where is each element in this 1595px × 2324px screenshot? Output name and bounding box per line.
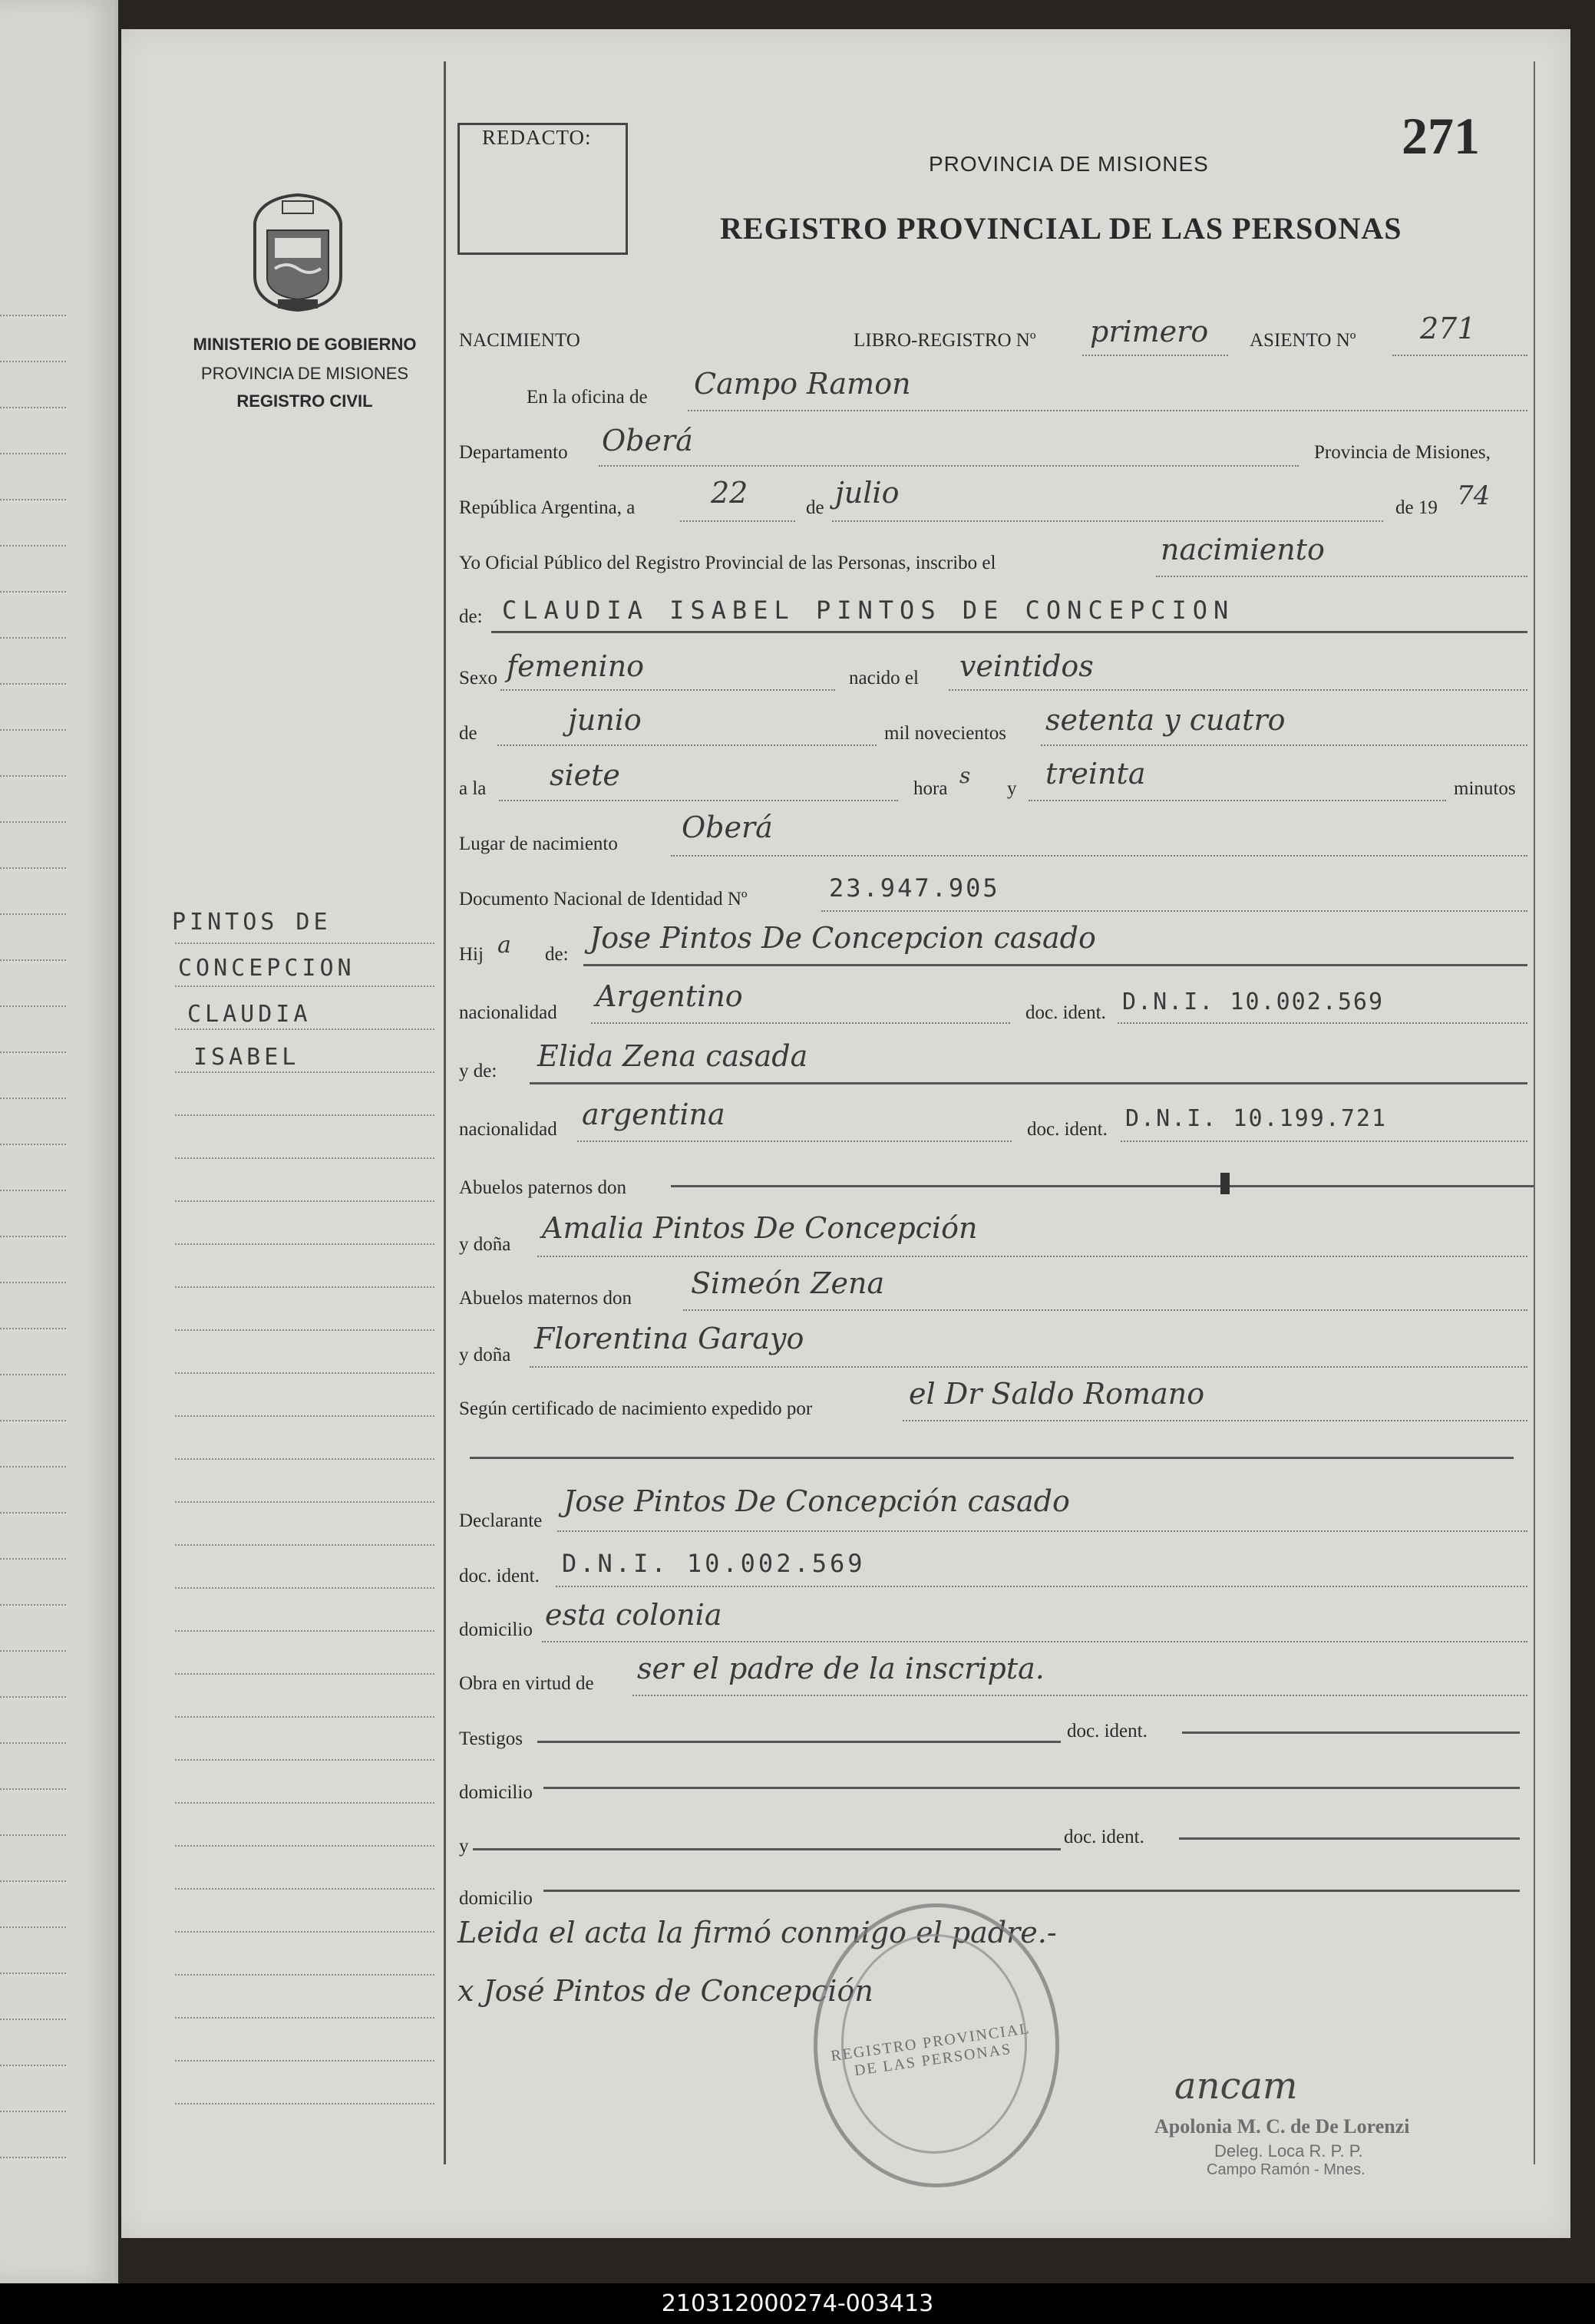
nombre-de-label: de:: [459, 606, 483, 627]
image-id-footer: 210312000274-003413: [0, 2283, 1595, 2324]
left-page-line: [0, 1420, 66, 1421]
dni-value: 23.947.905: [829, 873, 1000, 903]
anio-value: 74: [1457, 480, 1491, 511]
ministry-line-2: PROVINCIA DE MISIONES: [200, 364, 409, 383]
doc-declarante-value: D.N.I. 10.002.569: [562, 1549, 866, 1578]
minutos-value: treinta: [1045, 757, 1146, 791]
nacido-line: [949, 689, 1527, 691]
doc-declarante-line: [556, 1586, 1527, 1587]
left-page-line: [0, 407, 66, 408]
abuela-materna-line: [530, 1366, 1527, 1368]
y-de-label: y de:: [459, 1061, 497, 1081]
departamento-label: Departamento: [459, 442, 568, 463]
left-page-line: [0, 2019, 66, 2020]
obra-label: Obra en virtud de: [459, 1673, 594, 1694]
padre-line: [583, 964, 1527, 966]
doc-declarante-label: doc. ident.: [459, 1566, 540, 1586]
doc-madre-label: doc. ident.: [1027, 1119, 1108, 1140]
anio-nac-line: [1041, 744, 1527, 746]
hijo-de-label: de:: [545, 944, 569, 965]
mil-label: mil novecientos: [884, 723, 1006, 744]
asiento-line: [1392, 355, 1527, 356]
abuelos-paternos-line: [671, 1185, 1534, 1187]
abuelo-materno-line: [683, 1309, 1527, 1311]
testigo-2-line: [473, 1848, 1061, 1850]
nacido-value: veintidos: [959, 649, 1094, 683]
margin-line: [175, 1329, 434, 1331]
doc-padre-value: D.N.I. 10.002.569: [1122, 989, 1385, 1015]
hora-value: siete: [550, 758, 620, 792]
margin-note-line-2: CONCEPCION: [178, 955, 355, 982]
doc-padre-label: doc. ident.: [1025, 1002, 1106, 1023]
left-page-line: [0, 499, 66, 500]
margin-line: [175, 1888, 434, 1890]
left-page-line: [0, 913, 66, 915]
nacimiento-label: NACIMIENTO: [459, 330, 580, 351]
left-page-line: [0, 867, 66, 869]
left-page-line: [0, 453, 66, 454]
sexo-line: [500, 689, 835, 691]
left-page-line: [0, 591, 66, 593]
declarante-label: Declarante: [459, 1510, 543, 1531]
nombre-line: [491, 631, 1527, 633]
left-page-line: [0, 683, 66, 685]
asiento-value: 271: [1420, 312, 1476, 345]
margin-line: [175, 1114, 434, 1116]
y-label: y: [1007, 778, 1017, 799]
left-page-line: [0, 637, 66, 639]
margin-line: [175, 1157, 434, 1159]
margin-note-line-3: CLAUDIA: [187, 1001, 312, 1028]
margin-note-line-4: ISABEL: [193, 1044, 300, 1071]
inscribo-value: nacimiento: [1161, 533, 1325, 566]
left-page-line: [0, 2157, 66, 2158]
left-page-line: [0, 1374, 66, 1375]
left-page-line: [0, 2065, 66, 2066]
minutos-line: [1029, 800, 1446, 801]
abuela-materna-value: Florentina Garayo: [534, 1322, 804, 1355]
hora-label: hora: [913, 778, 948, 799]
mes-de-label: de: [806, 497, 824, 518]
hijo-suffix: a: [497, 932, 511, 959]
margin-line: [175, 1501, 434, 1503]
asiento-label: ASIENTO Nº: [1250, 330, 1356, 351]
stamp-text: REGISTRO PROVINCIAL DE LAS PERSONAS: [830, 2019, 1032, 2080]
provincia-label: Provincia de Misiones,: [1314, 442, 1491, 463]
margin-line: [175, 2017, 434, 2019]
ink-mark-icon: [1220, 1173, 1230, 1194]
obra-line: [632, 1695, 1527, 1696]
dia-value: 22: [711, 476, 748, 510]
left-page-line: [0, 1236, 66, 1237]
left-page-line: [0, 1972, 66, 1974]
margin-line: [175, 1200, 434, 1202]
left-page-line: [0, 1788, 66, 1790]
left-page-line: [0, 775, 66, 777]
mes-nac-line: [497, 744, 877, 746]
libro-value: primero: [1090, 315, 1209, 348]
anio-nac-value: setenta y cuatro: [1045, 703, 1286, 737]
provincial-crest-icon: [244, 192, 352, 313]
left-page-line: [0, 821, 66, 823]
vertical-rule-right: [1534, 61, 1535, 2164]
departamento-value: Oberá: [602, 424, 693, 457]
left-page-line: [0, 1512, 66, 1514]
abuela-paterna-label: y doña: [459, 1234, 511, 1255]
libro-line: [1082, 355, 1228, 356]
ministry-line-1: MINISTERIO DE GOBIERNO: [193, 335, 417, 354]
obra-value: ser el padre de la inscripta.: [637, 1652, 1045, 1685]
abuelos-maternos-label: Abuelos maternos don: [459, 1288, 632, 1309]
margin-line: [175, 1544, 434, 1546]
mes-line: [832, 520, 1383, 522]
margin-line: [175, 1974, 434, 1976]
doc-padre-line: [1118, 1022, 1527, 1024]
left-page-line: [0, 1880, 66, 1882]
left-page-line: [0, 959, 66, 961]
left-page-line: [0, 1190, 66, 1191]
mes-value: julio: [835, 476, 900, 510]
domicilio-declarante-label: domicilio: [459, 1619, 533, 1640]
nacido-label: nacido el: [849, 668, 919, 688]
departamento-line: [599, 465, 1299, 467]
doc-madre-line: [1121, 1141, 1527, 1142]
margin-line: [175, 1716, 434, 1718]
left-page-line: [0, 1144, 66, 1145]
margin-note-line-1: PINTOS DE: [172, 909, 332, 936]
left-page-line: [0, 315, 66, 316]
margin-line: [175, 1802, 434, 1804]
signature-place: Campo Ramón - Mnes.: [1207, 2161, 1365, 2178]
margin-line: [175, 1372, 434, 1374]
signature-title: Deleg. Loca R. P. P.: [1214, 2141, 1363, 2161]
margin-line: [175, 1071, 434, 1073]
minutos-label: minutos: [1454, 778, 1516, 799]
signature-scrawl: ancam: [1174, 2065, 1298, 2108]
register-page: [121, 29, 1570, 2238]
abuela-paterna-line: [537, 1256, 1527, 1257]
domicilio-declarante-line: [542, 1641, 1527, 1642]
left-page-line: [0, 1005, 66, 1007]
left-page-line: [0, 1742, 66, 1744]
left-page-line: [0, 1558, 66, 1560]
nacionalidad-madre-value: argentina: [582, 1098, 725, 1131]
lugar-label: Lugar de nacimiento: [459, 834, 618, 854]
doc-madre-value: D.N.I. 10.199.721: [1125, 1105, 1388, 1132]
left-page-line: [0, 1604, 66, 1606]
declarante-line: [557, 1530, 1527, 1532]
left-page-line: [0, 1328, 66, 1329]
sexo-label: Sexo: [459, 668, 497, 688]
margin-line: [175, 1415, 434, 1417]
lugar-line: [671, 855, 1527, 857]
nombre-value: CLAUDIA ISABEL PINTOS DE CONCEPCION: [502, 596, 1235, 625]
ministry-line-3: REGISTRO CIVIL: [236, 391, 373, 411]
left-page-line: [0, 1282, 66, 1283]
certificado-label: Según certificado de nacimiento expedido por: [459, 1398, 813, 1419]
left-page-line: [0, 1098, 66, 1099]
margin-line: [175, 1587, 434, 1589]
nacionalidad-madre-line: [577, 1141, 1012, 1142]
testigo-1-domicilio-label: domicilio: [459, 1782, 533, 1803]
left-page-line: [0, 1696, 66, 1698]
hora-suffix: s: [959, 763, 971, 788]
certificado-line-2: [470, 1457, 1514, 1459]
margin-line: [175, 1759, 434, 1761]
hijo-label: Hij: [459, 944, 484, 965]
dni-label: Documento Nacional de Identidad Nº: [459, 889, 748, 909]
testigo-2-domicilio-label: domicilio: [459, 1888, 533, 1909]
nacionalidad-padre-label: nacionalidad: [459, 1002, 557, 1023]
domicilio-declarante-value: esta colonia: [545, 1598, 722, 1632]
margin-line: [175, 1458, 434, 1460]
inscribo-line: [1156, 576, 1527, 577]
left-page-line: [0, 2111, 66, 2112]
testigo-2-domicilio-line: [543, 1890, 1520, 1892]
certificado-line: [903, 1420, 1527, 1421]
left-page-line: [0, 1650, 66, 1652]
margin-line: [175, 1931, 434, 1933]
testigo-1-doc-line: [1182, 1731, 1520, 1734]
margin-line: [175, 1243, 434, 1245]
signature-name: Apolonia M. C. de De Lorenzi: [1154, 2115, 1410, 2137]
testigo-1-doc-label: doc. ident.: [1067, 1721, 1148, 1741]
testigos-line: [537, 1741, 1061, 1743]
republica-label: República Argentina, a: [459, 497, 636, 518]
margin-line: [175, 2103, 434, 2104]
testigos-label: Testigos: [459, 1728, 523, 1749]
margin-line: [175, 1630, 434, 1632]
certificado-value: el Dr Saldo Romano: [909, 1377, 1205, 1411]
left-page-line: [0, 545, 66, 546]
province-title: PROVINCIA DE MISIONES: [929, 152, 1209, 176]
margin-line: [175, 942, 434, 944]
testigo-2-doc-line: [1179, 1837, 1520, 1840]
anio-label: de 19: [1395, 497, 1438, 518]
abuela-paterna-value: Amalia Pintos De Concepción: [542, 1211, 978, 1245]
libro-label: LIBRO-REGISTRO Nº: [854, 330, 1036, 351]
testigo-2-label: y: [459, 1836, 469, 1857]
oficina-label: En la oficina de: [527, 387, 648, 408]
margin-line: [175, 2060, 434, 2062]
closing-note-line-1: Leida el acta la firmó conmigo el padre.-: [457, 1916, 1057, 1949]
left-page-line: [0, 1051, 66, 1053]
left-page-line: [0, 361, 66, 362]
abuelo-materno-value: Simeón Zena: [691, 1266, 885, 1300]
oficina-line: [688, 410, 1527, 411]
declarante-value: Jose Pintos De Concepción casado: [563, 1484, 1070, 1518]
left-page-line: [0, 1926, 66, 1928]
abuelos-paternos-label: Abuelos paternos don: [459, 1177, 627, 1198]
dia-line: [680, 520, 795, 522]
margin-line: [175, 985, 434, 987]
oficial-text: Yo Oficial Público del Registro Provincial de las Personas, inscribo el: [459, 553, 996, 573]
testigo-2-doc-label: doc. ident.: [1064, 1827, 1144, 1847]
page-number: 271: [1402, 107, 1480, 165]
madre-line: [530, 1082, 1527, 1084]
margin-line: [175, 1845, 434, 1847]
mes-nac-de-label: de: [459, 723, 477, 744]
registry-title: REGISTRO PROVINCIAL DE LAS PERSONAS: [720, 211, 1402, 246]
margin-line: [175, 1673, 434, 1675]
sexo-value: femenino: [507, 649, 645, 683]
oficina-value: Campo Ramon: [694, 367, 911, 401]
padre-value: Jose Pintos De Concepcion casado: [589, 921, 1096, 955]
abuela-materna-label: y doña: [459, 1345, 511, 1365]
margin-line: [175, 1028, 434, 1030]
left-page-line: [0, 1466, 66, 1467]
left-page-line: [0, 1834, 66, 1836]
lugar-value: Oberá: [682, 810, 773, 844]
a-la-label: a la: [459, 778, 487, 799]
left-page-line: [0, 729, 66, 731]
mes-nac-value: junio: [568, 703, 642, 737]
left-page: [0, 0, 118, 2283]
dni-line: [821, 910, 1527, 912]
redacto-label: REDACTO:: [482, 126, 592, 149]
testigo-1-domicilio-line: [543, 1787, 1520, 1789]
hora-line: [499, 800, 898, 801]
nacionalidad-padre-line: [591, 1022, 1010, 1024]
madre-value: Elida Zena casada: [537, 1039, 808, 1073]
closing-note-line-2: x José Pintos de Concepción: [457, 1974, 873, 2008]
nacionalidad-madre-label: nacionalidad: [459, 1119, 557, 1140]
margin-line: [175, 1286, 434, 1288]
nacionalidad-padre-value: Argentino: [596, 979, 743, 1013]
